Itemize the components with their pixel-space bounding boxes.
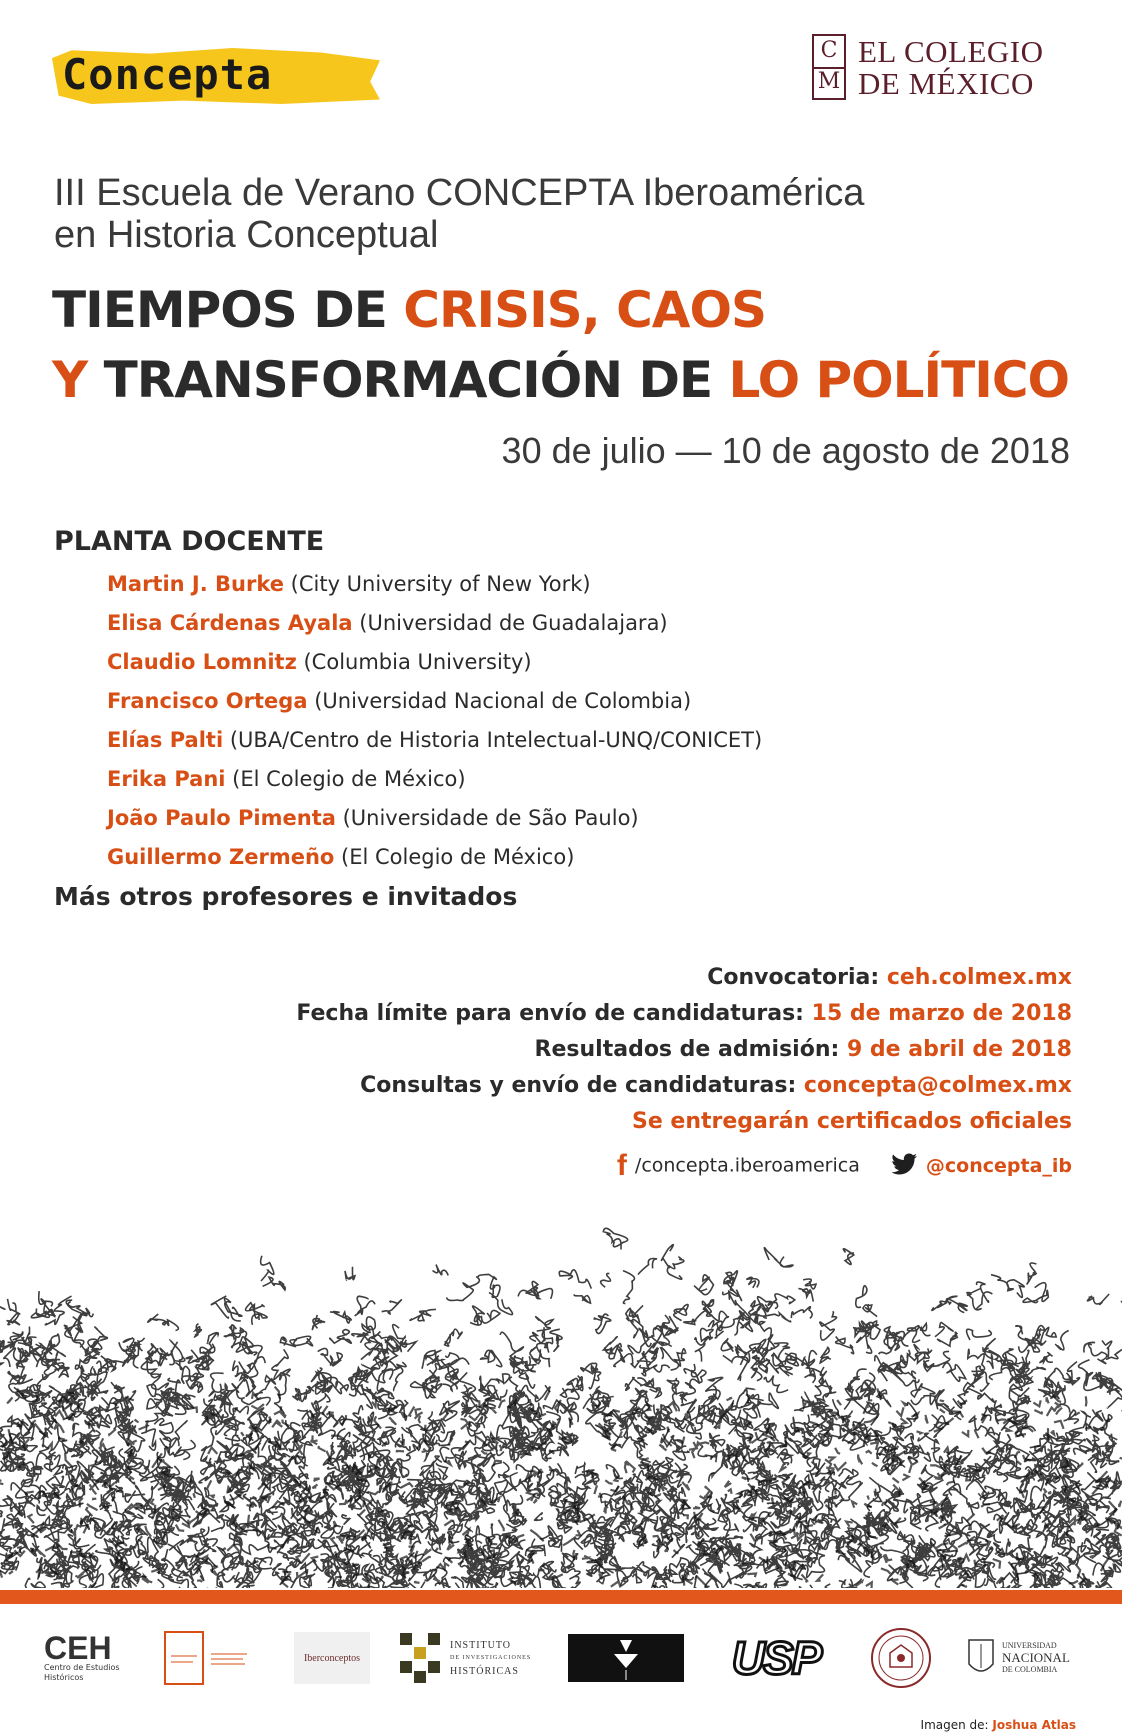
brand-text: Concepta xyxy=(62,50,273,99)
colmex-logo xyxy=(812,34,1092,102)
facebook-icon: f xyxy=(616,1149,627,1182)
contact-line: Consultas y envío de candidaturas: concepta@colmex.mx xyxy=(360,1073,1072,1098)
event-title: TIEMPOS DE CRISIS, CAOS Y TRANSFORMACIÓN DE LO POLÍTICO xyxy=(52,281,1070,409)
call-line: Convocatoria: ceh.colmex.mx xyxy=(707,965,1072,990)
faculty-member: Claudio Lomnitz (Columbia University) xyxy=(107,650,532,674)
colmex-name: EL COLEGIO DE MÉXICO xyxy=(858,34,1044,101)
faculty-list xyxy=(107,565,762,877)
info-block xyxy=(296,960,1072,1140)
iih-logo: INSTITUTO DE INVESTIGACIONES HISTÓRICAS xyxy=(398,1620,548,1696)
usp-logo: USP xyxy=(731,1632,821,1684)
deadline-line: Fecha límite para envío de candidaturas: 15 de marzo de 2018 xyxy=(296,1001,1072,1026)
colmex-letter-m: M xyxy=(817,69,841,94)
results-line: Resultados de admisión: 9 de abril de 2018 xyxy=(534,1037,1072,1062)
event-subtitle: III Escuela de Verano CONCEPTA Iberoamérica en Historia Conceptual xyxy=(54,172,865,256)
crowd-illustration xyxy=(0,1198,1122,1588)
unal-shield-icon xyxy=(966,1636,996,1680)
colmex-emblem xyxy=(812,34,846,100)
upv-logo xyxy=(566,1620,686,1696)
upv-logo-mark xyxy=(568,1634,684,1682)
faculty-member: Elías Palti (UBA/Centro de Historia Intelectual-UNQ/CONICET) xyxy=(107,728,763,752)
image-credit: Imagen de: Joshua Atlas xyxy=(920,1718,1076,1732)
seal-icon xyxy=(870,1627,932,1689)
orange-divider-bar xyxy=(0,1590,1122,1604)
more-faculty-note: Más otros profesores e invitados xyxy=(54,882,518,911)
facebook-link[interactable]: f /concepta.iberoamerica xyxy=(616,1149,860,1182)
chi-logo-mark xyxy=(163,1628,251,1688)
faculty-member: Francisco Ortega (Universidad Nacional de Colombia) xyxy=(107,689,692,713)
twitter-icon xyxy=(892,1153,918,1180)
faculty-member: João Paulo Pimenta (Universidade de São Paulo) xyxy=(107,806,639,830)
faculty-member: Elisa Cárdenas Ayala (Universidad de Guadalajara) xyxy=(107,611,668,635)
twitter-link[interactable]: @concepta_ib xyxy=(892,1153,1072,1180)
contact-email-link[interactable]: concepta@colmex.mx xyxy=(803,1073,1072,1098)
colmex-letter-c: C xyxy=(820,38,838,63)
university-seal xyxy=(866,1620,936,1696)
chi-logo xyxy=(162,1620,252,1696)
concepta-logo xyxy=(52,40,382,110)
iberconceptos-logo: Iberconceptos xyxy=(292,1620,372,1696)
unal-logo: UNIVERSIDAD NACIONAL DE COLOMBIA xyxy=(966,1620,1086,1696)
certificates-note: Se entregarán certificados oficiales xyxy=(632,1109,1072,1134)
ceh-logo: CEH Centro de Estudios Históricos xyxy=(44,1630,120,1682)
partner-logos xyxy=(0,1620,1122,1696)
call-link[interactable]: ceh.colmex.mx xyxy=(886,965,1072,990)
iih-emblem xyxy=(398,1631,442,1685)
faculty-member: Martin J. Burke (City University of New York) xyxy=(107,572,591,596)
faculty-member: Erika Pani (El Colegio de México) xyxy=(107,767,466,791)
event-dates: 30 de julio — 10 de agosto de 2018 xyxy=(501,430,1070,471)
faculty-heading: PLANTA DOCENTE xyxy=(54,526,325,557)
social-links xyxy=(591,1151,1072,1183)
faculty-member: Guillermo Zermeño (El Colegio de México) xyxy=(107,845,575,869)
